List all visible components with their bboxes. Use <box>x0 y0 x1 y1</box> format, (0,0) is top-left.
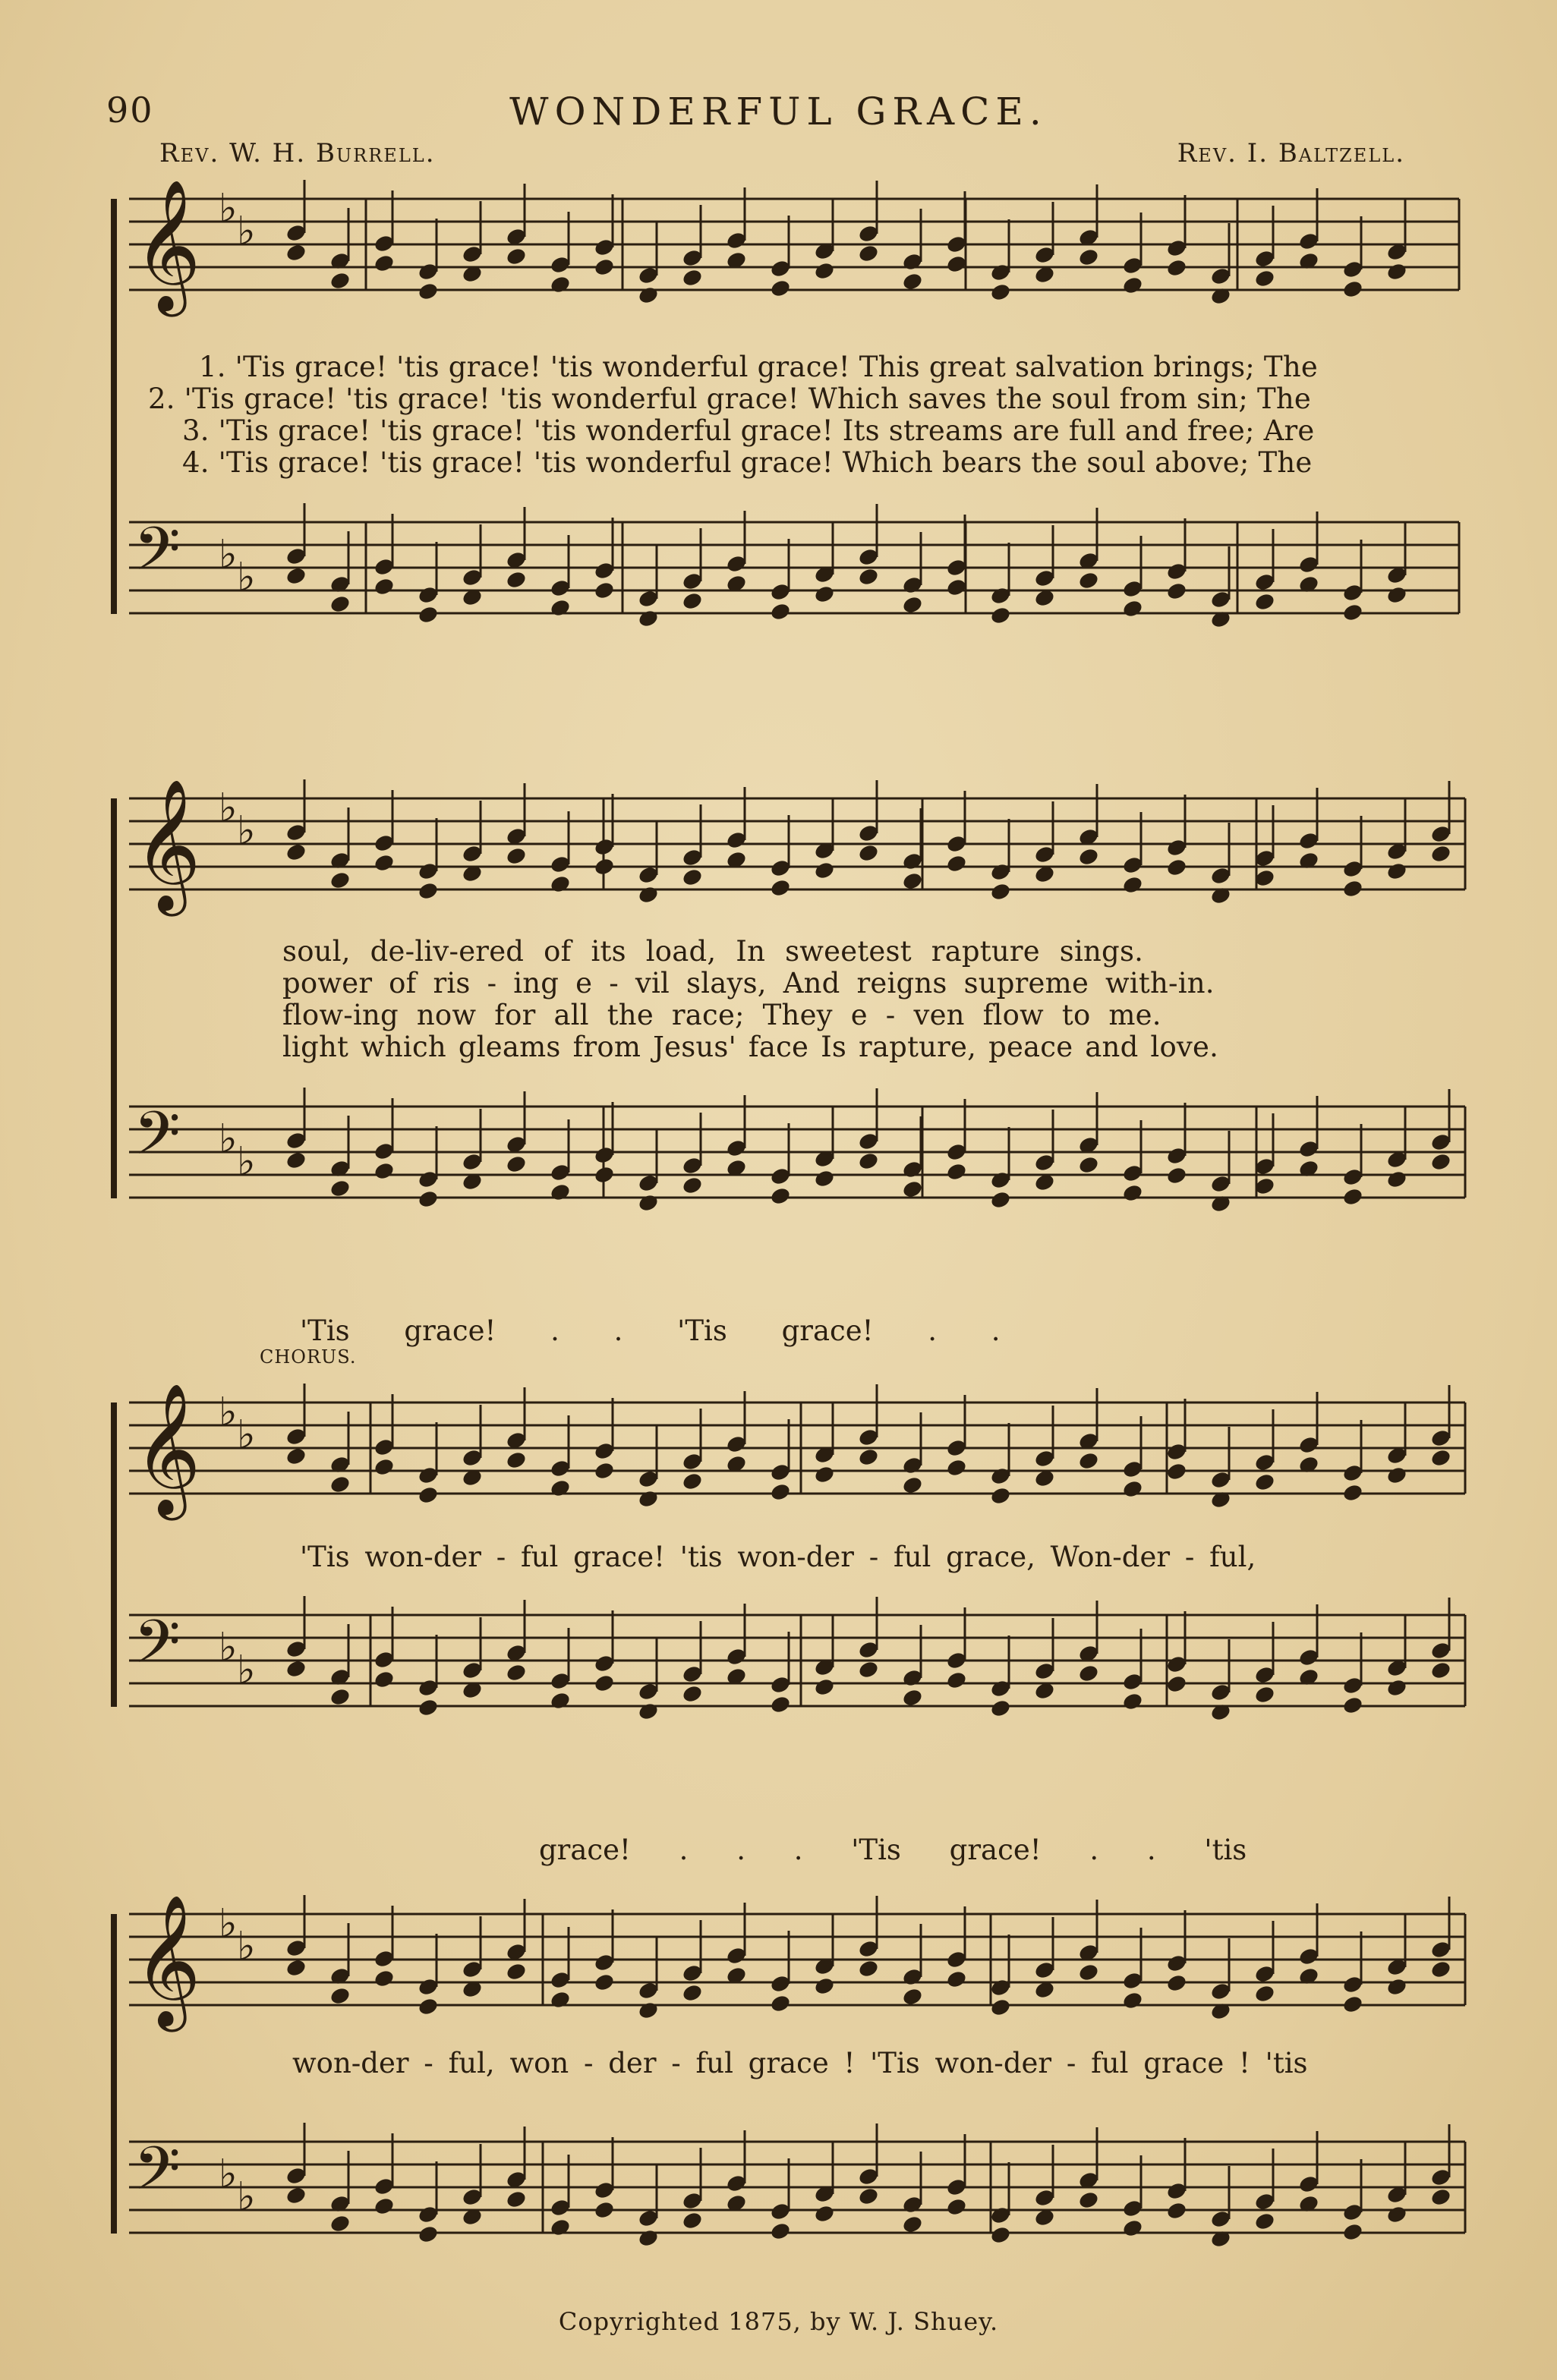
note-head <box>1429 1152 1451 1172</box>
note-head <box>769 2221 791 2241</box>
treble-clef-icon: 𝄞 <box>134 179 201 311</box>
note-head <box>1341 1994 1363 2014</box>
note-head <box>857 1151 879 1171</box>
note-head <box>329 870 351 890</box>
lyricist-credit: Rev. W. H. Burrell. <box>159 138 436 168</box>
note-head <box>989 1486 1011 1506</box>
note-head <box>813 1976 835 1996</box>
chorus-treble-text: 'Tis grace! . . 'Tis grace! . . <box>300 1314 1001 1347</box>
note-head <box>1077 1155 1099 1175</box>
note-head <box>373 1670 395 1689</box>
note-head <box>945 2197 967 2217</box>
note-head <box>285 842 307 862</box>
note-head <box>285 566 307 586</box>
note-head <box>1385 861 1407 881</box>
flat-icon: ♭ <box>237 555 256 600</box>
note-head <box>769 602 791 622</box>
note-head <box>549 1182 571 1202</box>
note-head <box>1121 599 1143 619</box>
verse-4-line-1: 4. 'Tis grace! 'tis grace! 'tis wonderful grace! Which bears the soul above; The <box>182 446 1313 479</box>
note-head <box>769 1186 791 1206</box>
note-head <box>1165 1166 1187 1185</box>
note-head <box>901 2215 923 2234</box>
note-head <box>329 1687 351 1707</box>
flat-icon: ♭ <box>219 1116 238 1162</box>
note-head <box>593 1461 615 1481</box>
note-head <box>813 584 835 604</box>
chorus-label: CHORUS. <box>260 1346 357 1368</box>
note-head <box>593 2200 615 2220</box>
note-head <box>549 1990 571 2010</box>
flat-icon: ♭ <box>219 186 238 231</box>
note-head <box>1429 1661 1451 1680</box>
bass-clef-icon: 𝄢 <box>134 1098 181 1183</box>
note-head <box>1341 603 1363 622</box>
treble-clef-icon: 𝄞 <box>134 1383 201 1515</box>
note-head <box>1385 1977 1407 1997</box>
note-head <box>1165 258 1187 278</box>
note-head <box>945 1670 967 1690</box>
note-head <box>285 1958 307 1978</box>
note-head <box>505 1962 527 1982</box>
note-head <box>593 581 615 600</box>
note-head <box>857 1660 879 1680</box>
note-head <box>1429 2187 1451 2207</box>
note-head <box>637 1489 659 1509</box>
note-head <box>593 857 615 877</box>
note-head <box>593 1673 615 1693</box>
note-head <box>1341 2222 1363 2242</box>
note-head <box>1341 1187 1363 1207</box>
flat-icon: ♭ <box>237 1412 256 1458</box>
note-head <box>285 1447 307 1466</box>
note-head <box>549 275 571 294</box>
note-head <box>1385 1170 1407 1189</box>
verse-1-line-2: soul, de-liv-ered of its load, In sweetest rapture sings. <box>282 935 1144 968</box>
note-head <box>945 578 967 597</box>
composer-credit: Rev. I. Baltzell. <box>1177 138 1405 168</box>
verse-3-line-1: 3. 'Tis grace! 'tis grace! 'tis wonderful grace! Its streams are full and free; Are <box>182 414 1315 447</box>
flat-icon: ♭ <box>237 1924 256 1969</box>
hymn-title: WONDERFUL GRACE. <box>509 90 1048 134</box>
note-head <box>901 1688 923 1708</box>
note-head <box>417 2224 439 2244</box>
note-head <box>329 1475 351 1494</box>
note-head <box>1077 571 1099 590</box>
flat-icon: ♭ <box>237 1648 256 1693</box>
note-head <box>813 1677 835 1697</box>
verse-2-line-1: 2. 'Tis grace! 'tis grace! 'tis wonderful grace! Which saves the soul from sin; The <box>148 382 1311 415</box>
note-head <box>549 1478 571 1498</box>
bass-clef-icon: 𝄢 <box>134 2133 181 2218</box>
note-head <box>329 1179 351 1198</box>
note-head <box>1121 1692 1143 1711</box>
note-head <box>417 1997 439 2016</box>
note-head <box>1121 2218 1143 2238</box>
note-head <box>417 282 439 301</box>
note-head <box>1429 1448 1451 1468</box>
page-number: 90 <box>106 90 154 131</box>
note-head <box>637 285 659 305</box>
note-head <box>637 1702 659 1721</box>
note-head <box>1429 844 1451 864</box>
verse-1-line-1: 1. 'Tis grace! 'tis grace! 'tis wonderful grace! This great salvation brings; The <box>199 351 1318 383</box>
note-head <box>769 1994 791 2013</box>
note-head <box>637 2228 659 2248</box>
note-head <box>1341 279 1363 299</box>
note-head <box>681 591 703 611</box>
note-head <box>593 257 615 277</box>
note-head <box>1385 2205 1407 2224</box>
note-head <box>901 595 923 615</box>
flat-icon: ♭ <box>219 532 238 578</box>
note-head <box>637 885 659 905</box>
note-head <box>417 1698 439 1717</box>
note-head <box>285 2186 307 2205</box>
note-head <box>1253 1685 1275 1705</box>
note-head <box>1385 1465 1407 1485</box>
note-head <box>1077 2190 1099 2210</box>
note-head <box>1253 592 1275 612</box>
flat-icon: ♭ <box>237 209 256 254</box>
note-head <box>769 1695 791 1714</box>
note-head <box>989 2225 1011 2245</box>
note-head <box>1253 2212 1275 2231</box>
note-head <box>417 605 439 625</box>
note-head <box>329 594 351 614</box>
note-head <box>769 1482 791 1502</box>
note-head <box>945 1969 967 1989</box>
note-head <box>989 606 1011 625</box>
chorus-bass-text: 'Tis won-der - ful grace! 'tis won-der - ful grace, Won-der - ful, <box>300 1541 1256 1573</box>
note-head <box>989 1698 1011 1718</box>
note-head <box>681 867 703 887</box>
note-head <box>813 1169 835 1188</box>
note-head <box>505 570 527 590</box>
note-head <box>505 1450 527 1470</box>
note-head <box>1165 581 1187 601</box>
flat-icon: ♭ <box>219 2152 238 2197</box>
note-head <box>1077 1963 1099 1982</box>
note-head <box>901 1475 923 1495</box>
note-head <box>285 1151 307 1170</box>
note-head <box>1341 879 1363 899</box>
note-head <box>373 1457 395 1477</box>
note-head <box>637 609 659 628</box>
note-head <box>1077 1451 1099 1471</box>
note-head <box>989 282 1011 302</box>
note-head <box>417 881 439 901</box>
flat-icon: ♭ <box>219 1901 238 1947</box>
note-head <box>373 853 395 873</box>
note-head <box>1165 1973 1187 1993</box>
verse-4-line-2: light which gleams from Jesus' face Is rapture, peace and love. <box>282 1031 1219 1063</box>
note-head <box>549 874 571 894</box>
note-head <box>813 1465 835 1484</box>
note-head <box>813 861 835 880</box>
flat-icon: ♭ <box>219 1390 238 1435</box>
note-head <box>1165 2201 1187 2221</box>
note-head <box>1385 585 1407 605</box>
note-head <box>1121 275 1143 295</box>
note-head <box>1165 858 1187 877</box>
bass-clef-icon: 𝄢 <box>134 514 181 599</box>
note-head <box>1341 1483 1363 1503</box>
note-head <box>505 247 527 266</box>
note-head <box>373 2196 395 2216</box>
note-head <box>549 2218 571 2237</box>
verse-3-line-2: flow-ing now for all the race; They e - ven flow to me. <box>282 999 1161 1031</box>
note-head <box>945 254 967 274</box>
note-head <box>681 1176 703 1195</box>
flat-icon: ♭ <box>219 1625 238 1670</box>
note-head <box>1253 1984 1275 2004</box>
note-head <box>329 271 351 291</box>
note-head <box>945 854 967 874</box>
note-head <box>285 243 307 263</box>
note-head <box>329 2214 351 2234</box>
note-head <box>901 871 923 891</box>
note-head <box>1077 1664 1099 1683</box>
note-head <box>1121 1479 1143 1499</box>
treble-clef-icon: 𝄞 <box>134 779 201 911</box>
bass-clef-icon: 𝄢 <box>134 1607 181 1692</box>
flat-icon: ♭ <box>237 808 256 854</box>
note-head <box>901 272 923 291</box>
note-head <box>1385 1678 1407 1698</box>
note-head <box>1429 1960 1451 1979</box>
note-head <box>857 1447 879 1467</box>
note-head <box>285 1659 307 1679</box>
note-head <box>681 1472 703 1491</box>
note-head <box>1121 875 1143 895</box>
note-head <box>1121 1183 1143 1203</box>
note-head <box>769 279 791 298</box>
note-head <box>593 1165 615 1185</box>
flat-icon: ♭ <box>237 1139 256 1185</box>
note-head <box>1165 1462 1187 1481</box>
note-head <box>593 1972 615 1992</box>
note-head <box>549 598 571 618</box>
note-head <box>857 2186 879 2206</box>
note-head <box>681 1983 703 2003</box>
note-head <box>1253 1472 1275 1492</box>
note-head <box>505 2190 527 2209</box>
note-head <box>769 878 791 898</box>
flat-icon: ♭ <box>219 785 238 831</box>
note-head <box>1253 269 1275 288</box>
note-head <box>505 846 527 866</box>
note-head <box>857 567 879 587</box>
system4-bass-text: won-der - ful, won - der - ful grace ! 'Tis won-der - ful grace ! 'tis <box>292 2047 1308 2079</box>
flat-icon: ♭ <box>237 2174 256 2220</box>
note-head <box>505 1154 527 1174</box>
note-head <box>857 244 879 263</box>
treble-clef-icon: 𝄞 <box>134 1894 201 2026</box>
note-head <box>373 577 395 597</box>
note-head <box>813 261 835 281</box>
note-head <box>945 1458 967 1478</box>
note-head <box>373 253 395 273</box>
note-head <box>373 1969 395 1988</box>
note-head <box>681 2211 703 2230</box>
note-head <box>637 1193 659 1213</box>
note-head <box>945 1162 967 1182</box>
system4-treble-text: grace! . . . 'Tis grace! . . 'tis <box>539 1834 1247 1866</box>
note-head <box>857 843 879 863</box>
note-head <box>373 1161 395 1181</box>
note-head <box>1077 247 1099 267</box>
note-head <box>813 2204 835 2224</box>
note-head <box>505 1663 527 1683</box>
note-head <box>1165 1674 1187 1694</box>
note-head <box>857 1959 879 1979</box>
note-head <box>681 268 703 288</box>
note-head <box>1077 847 1099 867</box>
note-head <box>989 1190 1011 1210</box>
note-head <box>989 1998 1011 2017</box>
note-head <box>681 1684 703 1704</box>
note-head <box>901 1987 923 2007</box>
note-head <box>417 1485 439 1505</box>
note-head <box>329 1986 351 2006</box>
note-head <box>989 882 1011 902</box>
note-head <box>549 1691 571 1711</box>
note-head <box>637 2001 659 2020</box>
note-head <box>901 1179 923 1199</box>
copyright-notice: Copyrighted 1875, by W. J. Shuey. <box>558 2307 999 2336</box>
verse-2-line-2: power of ris - ing e - vil slays, And reigns supreme with-in. <box>282 967 1215 1000</box>
note-head <box>1121 1991 1143 2010</box>
note-head <box>1385 262 1407 282</box>
note-head <box>1341 1695 1363 1715</box>
note-head <box>417 1189 439 1209</box>
